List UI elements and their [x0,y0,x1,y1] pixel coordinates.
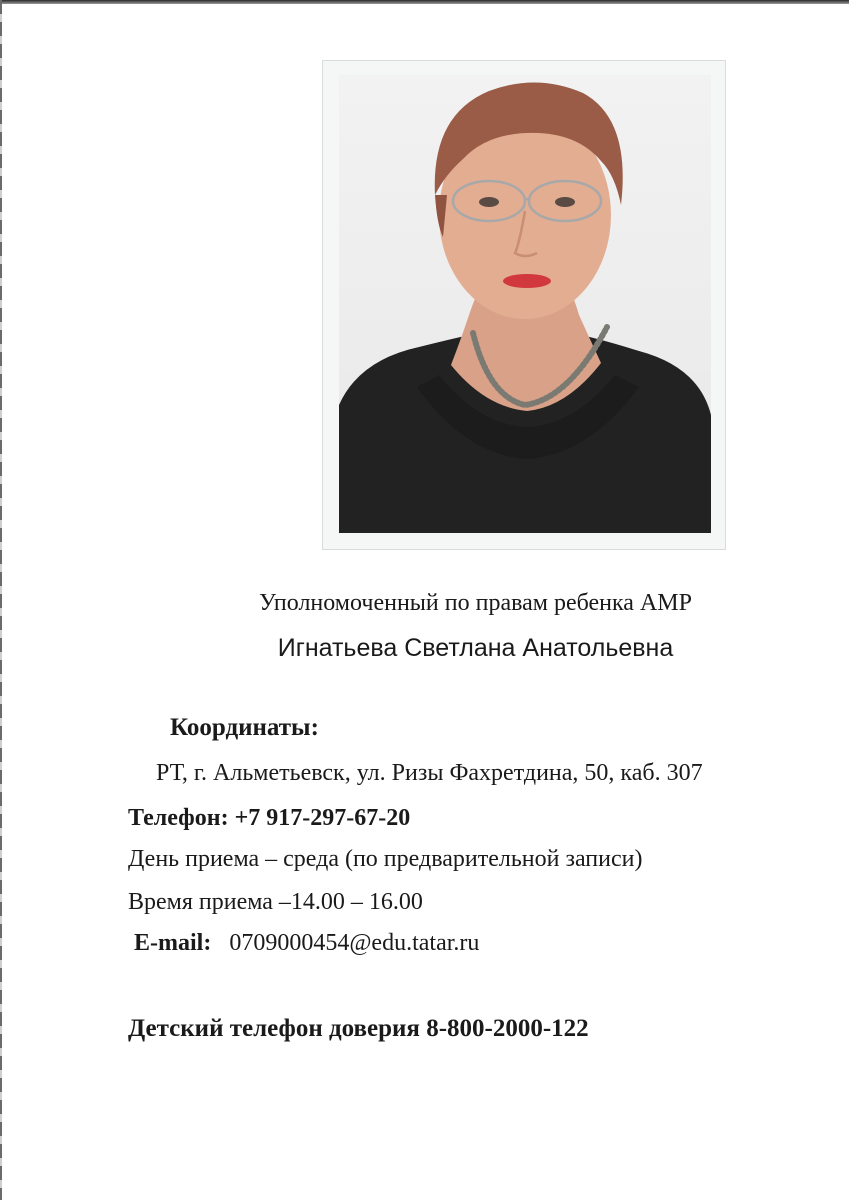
contacts-heading: Координаты: [170,714,319,741]
scan-edge-top [0,0,849,4]
portrait-photo-frame [322,60,726,550]
reception-day-line: День приема – среда (по предварительной записи) [128,846,643,872]
address-line: РТ, г. Альметьевск, ул. Ризы Фахретдина, 50, каб. 307 [156,760,703,786]
person-name: Игнатьева Светлана Анатольевна [277,634,674,662]
email-label: E-mail: [134,930,212,956]
email-value: 0709000454@edu.tatar.ru [229,930,480,956]
reception-time-line: Время приема –14.00 – 16.00 [128,889,423,915]
email-line [134,930,479,957]
portrait-photo [339,75,711,533]
phone-line: Телефон: +7 917-297-67-20 [128,805,411,831]
role-title: Уполномоченный по правам ребенка АМР [259,590,692,616]
child-hotline: Детский телефон доверия 8-800-2000-122 [128,1015,589,1042]
